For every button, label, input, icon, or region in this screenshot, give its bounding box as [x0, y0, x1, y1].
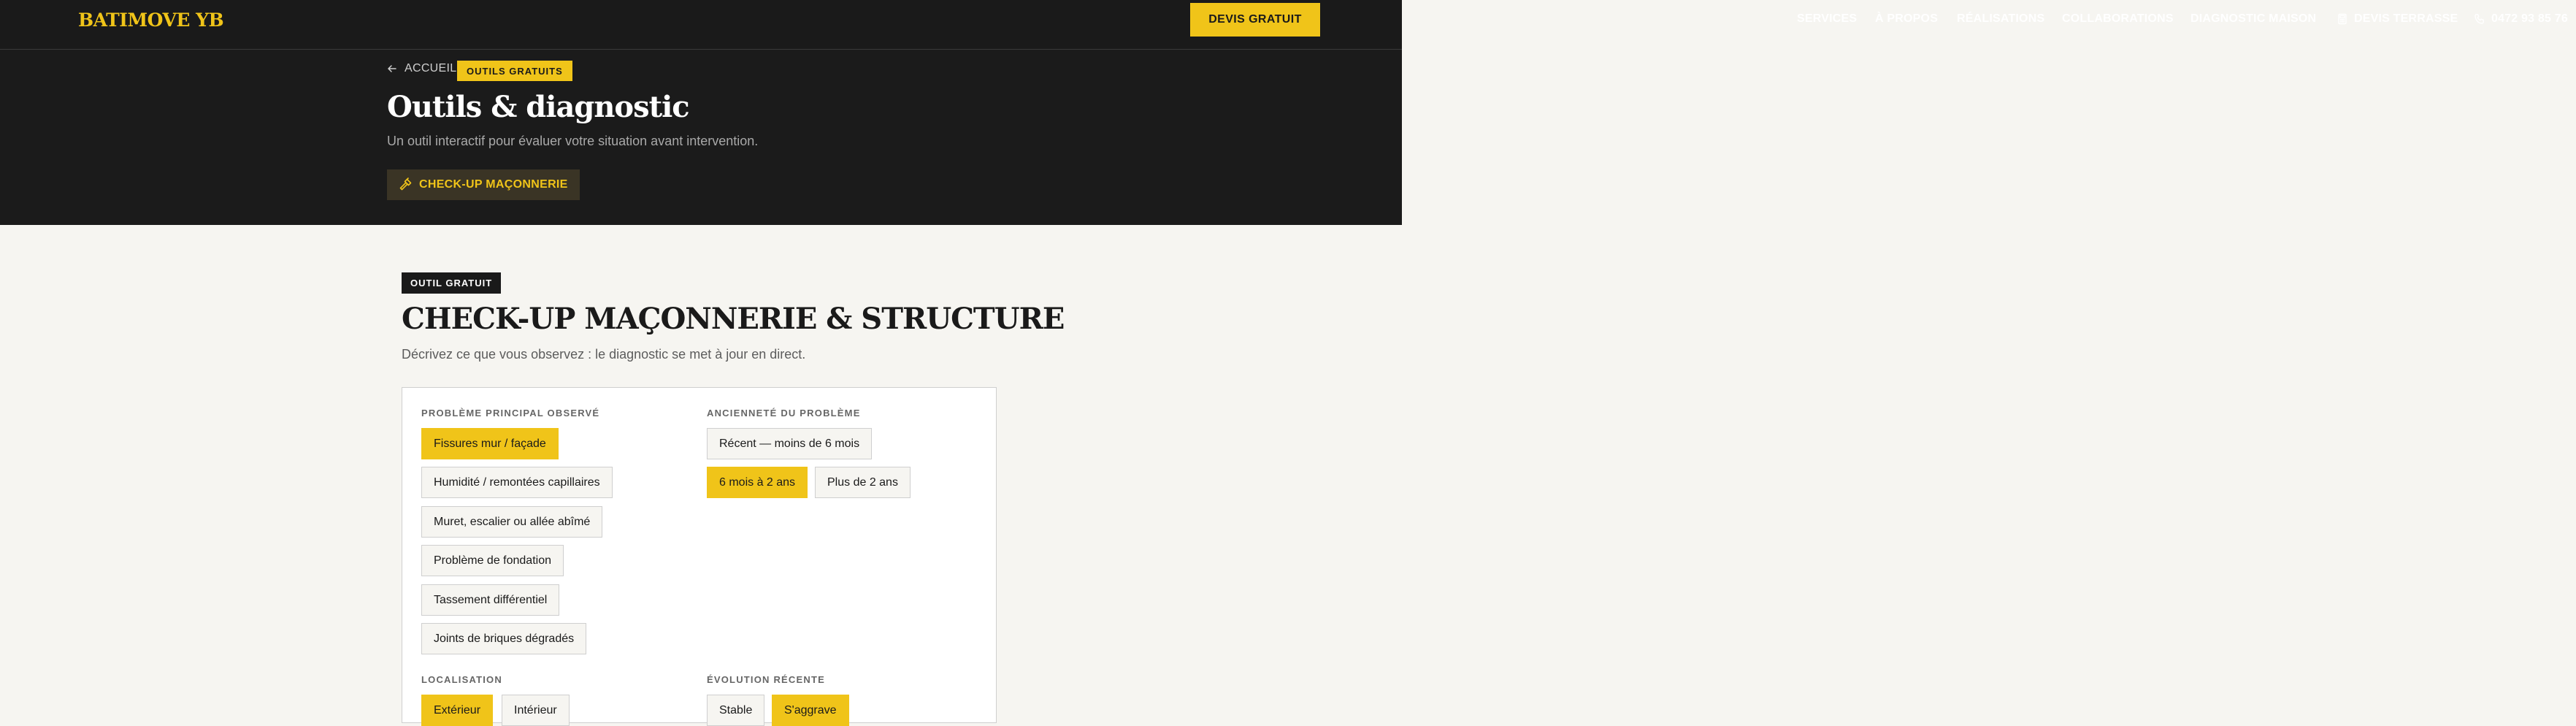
- tool-title: CHECK-UP MAÇONNERIE & STRUCTURE: [402, 302, 1065, 336]
- option-fissures[interactable]: Fissures mur / façade: [421, 428, 559, 459]
- nav-realisations[interactable]: RÉALISATIONS: [1957, 12, 2045, 25]
- nav-services[interactable]: SERVICES: [1797, 12, 1858, 25]
- option-fondation[interactable]: Problème de fondation: [421, 545, 564, 576]
- hammer-icon: [399, 178, 412, 191]
- option-plus-2-ans[interactable]: Plus de 2 ans: [815, 467, 911, 498]
- calculator-icon: [2337, 13, 2348, 25]
- option-joints[interactable]: Joints de briques dégradés: [421, 623, 586, 654]
- age-group-label: ANCIENNETÉ DU PROBLÈME: [707, 408, 861, 419]
- option-exterieur[interactable]: Extérieur: [421, 695, 493, 726]
- check-up-maconnerie-label: CHECK-UP MAÇONNERIE: [419, 178, 568, 191]
- option-interieur[interactable]: Intérieur: [502, 695, 570, 726]
- nav-phone[interactable]: [2474, 12, 2576, 26]
- diagnostic-form-panel: [402, 387, 997, 723]
- outils-gratuits-badge: OUTILS GRATUITS: [457, 61, 572, 81]
- back-to-home-link[interactable]: [387, 62, 456, 75]
- nav-phone-number: 0472 93 85 76: [2491, 12, 2568, 25]
- page-lede: Un outil interactif pour évaluer votre situation avant intervention.: [387, 134, 759, 148]
- outil-gratuit-badge: OUTIL GRATUIT: [402, 272, 501, 294]
- check-up-maconnerie-button[interactable]: [387, 169, 580, 200]
- nav-devis-terrasse[interactable]: [2337, 12, 2458, 26]
- nav-diagnostic-maison[interactable]: DIAGNOSTIC MAISON: [2190, 12, 2317, 25]
- arrow-left-icon: [387, 64, 397, 74]
- top-navigation-bar: [0, 0, 2568, 50]
- option-humidite[interactable]: Humidité / remontées capillaires: [421, 467, 613, 498]
- option-stable[interactable]: Stable: [707, 695, 764, 726]
- nav-a-propos[interactable]: À PROPOS: [1875, 12, 1939, 25]
- location-group-label: LOCALISATION: [421, 674, 502, 685]
- option-s-aggrave[interactable]: S'aggrave: [772, 695, 849, 726]
- back-label: ACCUEIL: [405, 62, 457, 74]
- evolution-group-label: ÉVOLUTION RÉCENTE: [707, 674, 825, 685]
- problem-group-label: PROBLÈME PRINCIPAL OBSERVÉ: [421, 408, 600, 419]
- nav-collaborations[interactable]: COLLABORATIONS: [2062, 12, 2174, 25]
- phone-icon: [2474, 13, 2485, 25]
- option-6-mois-2-ans[interactable]: 6 mois à 2 ans: [707, 467, 808, 498]
- site-logo[interactable]: BATIMOVE YB: [78, 9, 224, 31]
- devis-gratuit-button[interactable]: DEVIS GRATUIT: [1190, 3, 1320, 37]
- option-recent[interactable]: Récent — moins de 6 mois: [707, 428, 872, 459]
- tool-subtitle: Décrivez ce que vous observez : le diagnostic se met à jour en direct.: [402, 347, 806, 362]
- page-title: Outils & diagnostic: [387, 90, 689, 124]
- option-muret[interactable]: Muret, escalier ou allée abîmé: [421, 506, 602, 538]
- nav-devis-terrasse-label: DEVIS TERRASSE: [2354, 12, 2458, 25]
- hero-section: [0, 50, 1402, 225]
- option-tassement[interactable]: Tassement différentiel: [421, 584, 559, 616]
